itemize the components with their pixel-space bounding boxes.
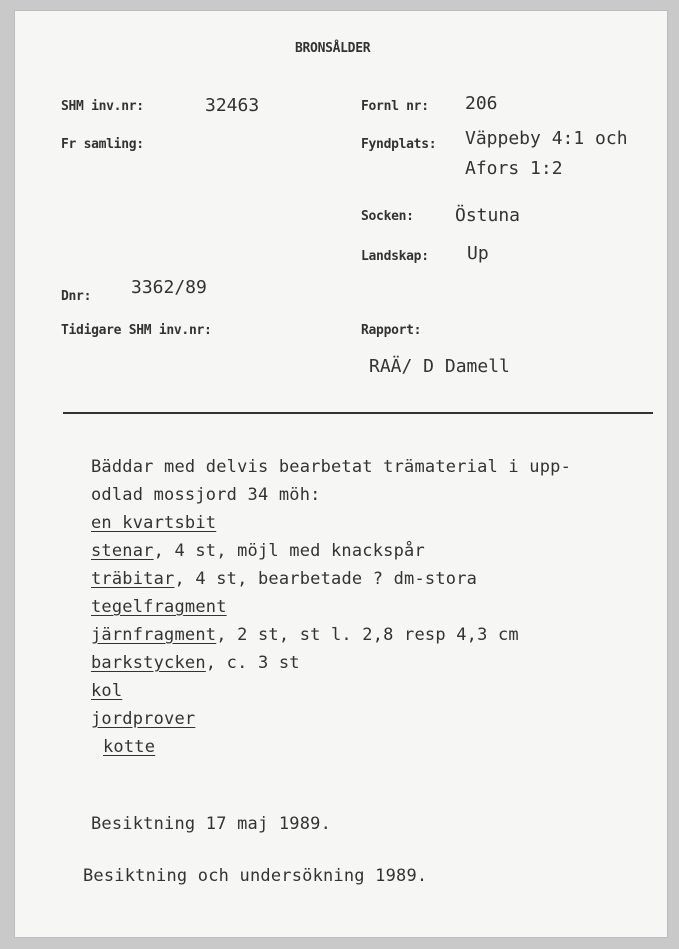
- shm-inv-value: 32463: [205, 95, 260, 116]
- list-item: [91, 681, 122, 701]
- item-term: barkstycken: [91, 653, 206, 673]
- intro-line-1: Bäddar med delvis bearbetat trämaterial i upp-: [91, 457, 572, 477]
- item-detail: , c. 3 st: [205, 653, 300, 673]
- dnr-value: 3362/89: [131, 277, 207, 298]
- landskap-value: Up: [467, 243, 489, 264]
- rapport-value: RAÄ/ D Damell: [369, 356, 510, 377]
- item-detail: , 2 st, st l. 2,8 resp 4,3 cm: [216, 625, 519, 645]
- intro-line-2: odlad mossjord 34 möh:: [91, 485, 321, 505]
- catalog-card: [14, 10, 668, 938]
- fyndplats-line1: Väppeby 4:1 och: [465, 128, 628, 149]
- item-term: stenar: [91, 541, 154, 561]
- item-term: jordprover: [91, 709, 196, 729]
- item-term: järnfragment: [91, 625, 217, 645]
- list-item: [91, 569, 477, 589]
- list-item: [91, 513, 216, 533]
- fyndplats-label: Fyndplats:: [361, 137, 437, 152]
- list-item: [91, 597, 227, 617]
- list-item: [103, 737, 155, 757]
- item-term: tegelfragment: [91, 597, 227, 617]
- divider-line: [63, 412, 653, 414]
- list-item: [91, 625, 519, 645]
- item-term: kol: [91, 681, 123, 701]
- fyndplats-line2: Afors 1:2: [465, 158, 563, 179]
- socken-value: Östuna: [455, 205, 521, 226]
- besiktning-line-1: Besiktning 17 maj 1989.: [91, 814, 332, 834]
- list-item: [91, 541, 425, 561]
- fornl-nr-label: Fornl nr:: [361, 99, 429, 114]
- tidigare-shm-label: Tidigare SHM inv.nr:: [61, 323, 212, 338]
- card-header: BRONSÅLDER: [295, 41, 371, 56]
- item-term: träbitar: [91, 569, 175, 589]
- item-detail: , 4 st, möjl med knackspår: [153, 541, 425, 561]
- shm-inv-label: SHM inv.nr:: [61, 99, 144, 114]
- item-term: kotte: [103, 737, 156, 757]
- socken-label: Socken:: [361, 209, 414, 224]
- landskap-label: Landskap:: [361, 249, 429, 264]
- item-detail: , 4 st, bearbetade ? dm-stora: [174, 569, 478, 589]
- fornl-nr-value: 206: [465, 93, 498, 114]
- list-item: [91, 709, 195, 729]
- rapport-label: Rapport:: [361, 323, 422, 338]
- list-item: [91, 653, 300, 673]
- dnr-label: Dnr:: [61, 289, 92, 304]
- item-term: en kvartsbit: [91, 513, 217, 533]
- fr-samling-label: Fr samling:: [61, 137, 144, 152]
- besiktning-line-2: Besiktning och undersökning 1989.: [83, 866, 428, 886]
